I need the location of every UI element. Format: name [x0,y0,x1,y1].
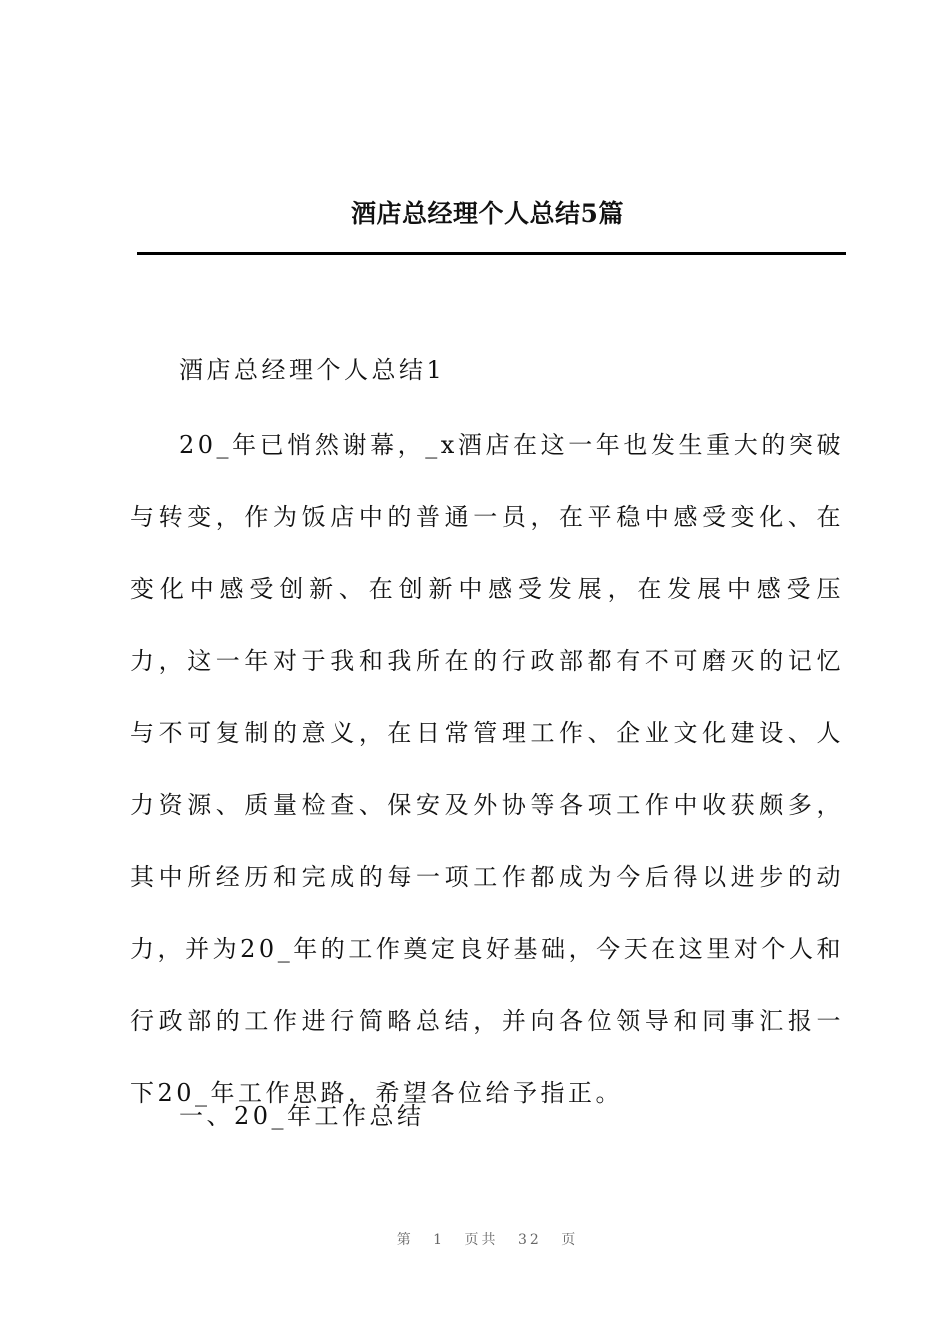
page-middle: 页共 [464,1232,499,1248]
page-footer [0,1229,950,1249]
page-suffix: 页 [561,1232,579,1248]
document-body [130,409,844,1129]
page-total: 32 [518,1232,542,1248]
document-title: 酒店总经理个人总结5篇 [351,199,624,228]
paragraph-1: 20_年已悄然谢幕，_x酒店在这一年也发生重大的突破与转变，作为饭店中的普通一员，在平稳中感受变化、在变化中感受创新、在创新中感受发展，在发展中感受压力，这一年对于我和我所在的行政部都有不可磨灭的记忆与不可复制的意义，在日常管理工作、企业文化建设、人力资源、质量检查、保安及外协等各项工作中收获颇多，其中所经历和完成的每一项工作都成为今后得以进步的动力，并为20_年的工作奠定良好基础，今天在这里对个人和行政部的工作进行简略总结，并向各位领导和同事汇报一下20_年工作思路，希望各位给予指正。 [130,431,844,1107]
page-number: 1 [433,1232,446,1248]
page-prefix: 第 [396,1232,414,1248]
title-underline [137,252,846,255]
section-heading: 酒店总经理个人总结1 [179,356,446,384]
subheading-work-summary: 一、20_年工作总结 [179,1102,425,1130]
